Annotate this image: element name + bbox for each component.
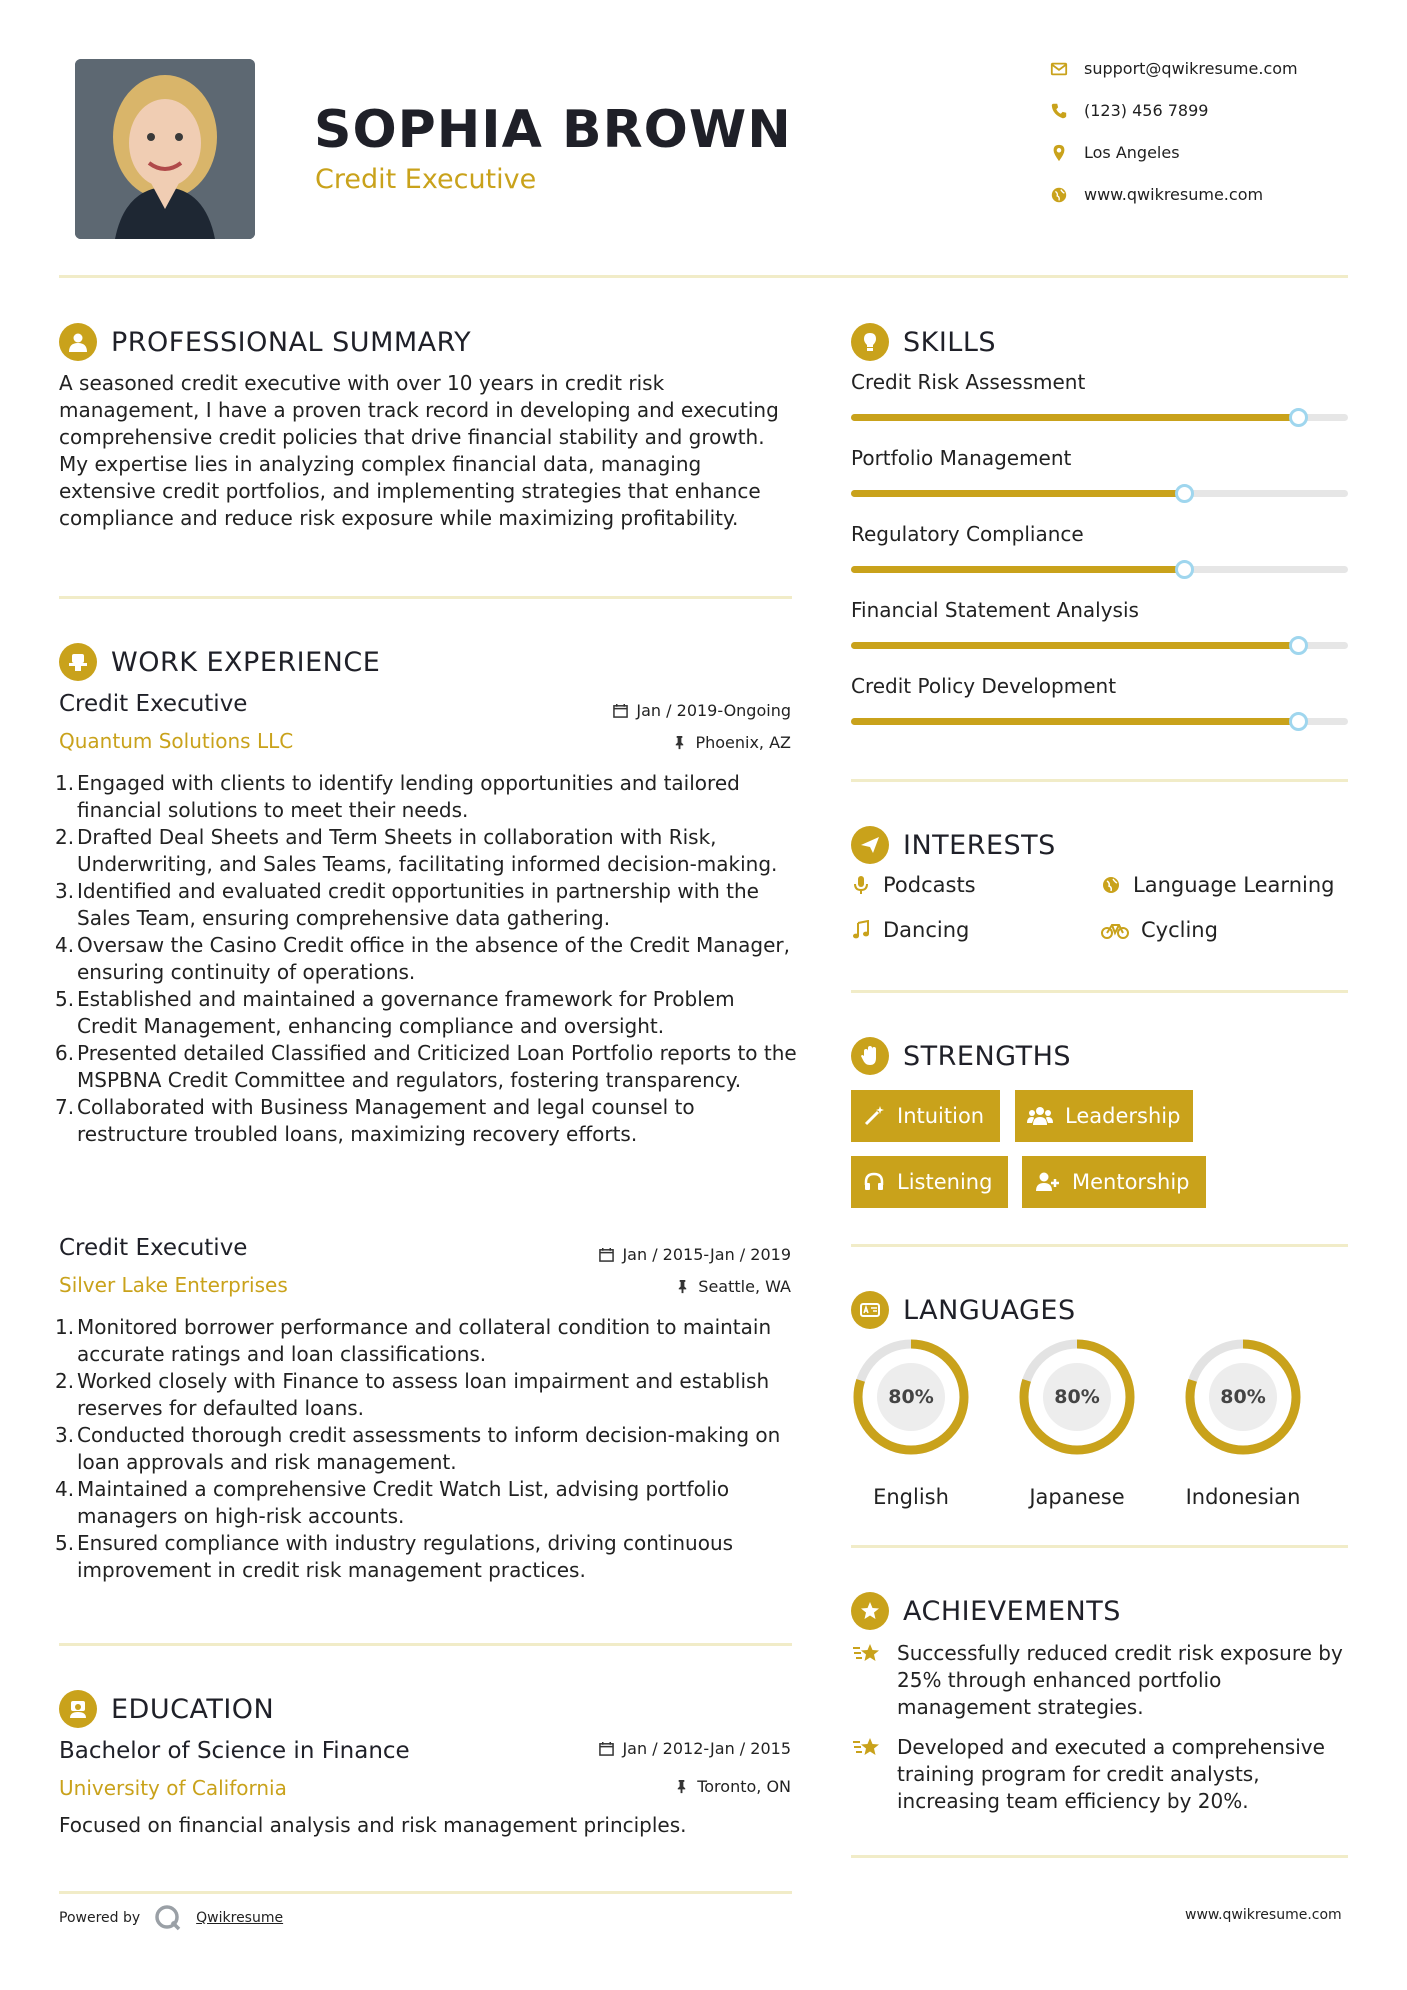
briefcase-icon — [59, 643, 97, 681]
strength-tag-leadership — [1015, 1090, 1193, 1142]
job-2-location — [605, 1277, 791, 1296]
contact-email[interactable] — [1050, 59, 1380, 78]
pushpin-icon — [674, 1779, 689, 1794]
language-percent: 80% — [1220, 1386, 1266, 1408]
job-2-date — [580, 1245, 791, 1264]
skill-name: Credit Risk Assessment — [851, 370, 1086, 394]
education-location — [605, 1777, 791, 1796]
candidate-name: SOPHIA BROWN — [314, 100, 792, 160]
language-name: Indonesian — [1185, 1485, 1301, 1509]
skills-divider — [851, 779, 1348, 782]
list-item: 3. Conducted thorough credit assessments to inform decision-making on loan approvals and risk management. — [55, 1423, 781, 1474]
job-2-duties — [55, 1314, 799, 1584]
education-title: EDUCATION — [111, 1693, 275, 1725]
interest-cycling — [1101, 918, 1218, 942]
lightbulb-icon — [851, 323, 889, 361]
experience-heading — [59, 643, 380, 681]
education-degree: Bachelor of Science in Finance — [59, 1738, 410, 1764]
interest-label: Podcasts — [883, 873, 976, 897]
list-item: 7. Collaborated with Business Management and legal counsel to restructure troubled loans, maximizing recovery efforts. — [55, 1095, 695, 1146]
skill-bar-fill — [851, 566, 1184, 573]
achievements-divider — [851, 1855, 1348, 1858]
interests-title: INTERESTS — [903, 829, 1056, 861]
summary-text: A seasoned credit executive with over 10 years in credit risk management, I have a proven track record in developing and executing comprehensive credit policies that drive financial stability and growth. My expertise lies in analyzing complex financial data, managing extensive credit portfolios, and implementing strategies that enhance compliance and reduce risk exposure while maximizing profitability. — [59, 371, 779, 530]
skill-bar-knob — [1175, 484, 1194, 503]
language-name: English — [873, 1485, 949, 1509]
skill-bar-track — [851, 718, 1348, 725]
music-note-icon — [851, 920, 871, 940]
education-school: University of California — [59, 1776, 287, 1800]
languages-heading — [851, 1291, 1076, 1329]
interests-divider — [851, 990, 1348, 993]
list-item: 4. Oversaw the Casino Credit office in the absence of the Credit Manager, ensuring continuity of operations. — [55, 933, 790, 984]
skill-bar-fill — [851, 718, 1298, 725]
profile-photo — [75, 59, 255, 239]
footer-powered-by — [59, 1904, 283, 1932]
pushpin-icon — [672, 735, 687, 750]
languages-title: LANGUAGES — [903, 1294, 1076, 1326]
interest-language-learning — [1101, 873, 1334, 897]
list-item: 4. Maintained a comprehensive Credit Watch List, advising portfolio managers on high-risk accounts. — [55, 1477, 730, 1528]
job-1-location — [605, 733, 791, 752]
list-item: 2. Drafted Deal Sheets and Term Sheets in collaboration with Risk, Underwriting, and Sales Teams, facilitating informed decision-making. — [55, 825, 778, 876]
achievement-item — [851, 1734, 1361, 1815]
education-divider — [59, 1891, 792, 1894]
header-divider — [59, 275, 1348, 278]
contact-website[interactable] — [1050, 185, 1380, 204]
list-item: 3. Identified and evaluated credit opportunities in partnership with the Sales Team, ensuring comprehensive data gathering. — [55, 879, 759, 930]
language-percent: 80% — [888, 1386, 934, 1408]
user-plus-icon — [1034, 1171, 1060, 1193]
skill-bar-track — [851, 490, 1348, 497]
hand-icon — [851, 1037, 889, 1075]
skills-heading — [851, 323, 996, 361]
job-2-company: Silver Lake Enterprises — [59, 1273, 288, 1297]
interest-label: Dancing — [883, 918, 970, 942]
skill-bar-fill — [851, 414, 1298, 421]
job-2-location-text: Seattle, WA — [698, 1277, 791, 1296]
education-date — [580, 1739, 791, 1758]
education-date-text: Jan / 2012-Jan / 2015 — [622, 1739, 791, 1758]
language-item — [1015, 1335, 1139, 1509]
strength-label: Mentorship — [1072, 1170, 1190, 1194]
interests-heading — [851, 826, 1056, 864]
summary-title: PROFESSIONAL SUMMARY — [111, 326, 472, 358]
star-badge-icon — [851, 1592, 889, 1630]
list-item: 1. Engaged with clients to identify lending opportunities and tailored financial solutions to meet their needs. — [55, 771, 740, 822]
summary-divider — [59, 596, 792, 599]
contact-location — [1050, 143, 1380, 162]
globe-icon — [1050, 186, 1068, 204]
education-text: Focused on financial analysis and risk management principles. — [59, 1813, 687, 1837]
footer-brand-link[interactable]: Qwikresume — [196, 1910, 284, 1926]
language-icon — [851, 1291, 889, 1329]
language-percent: 80% — [1054, 1386, 1100, 1408]
job-1-duties — [55, 770, 799, 1148]
list-item: 6. Presented detailed Classified and Criticized Loan Portfolio reports to the MSPBNA Credit Committee and regulators, fostering transparency. — [55, 1041, 797, 1092]
skill-bar-knob — [1289, 712, 1308, 731]
interest-label: Language Learning — [1133, 873, 1335, 897]
map-pin-icon — [1050, 144, 1068, 162]
job-2-date-text: Jan / 2015-Jan / 2019 — [622, 1245, 791, 1264]
achievement-text: Developed and executed a comprehensive training program for credit analysts, increasing team efficiency by 20%. — [897, 1735, 1325, 1813]
microphone-icon — [851, 875, 871, 895]
achievements-heading — [851, 1592, 1121, 1630]
skill-bar-track — [851, 566, 1348, 573]
summary-heading — [59, 323, 471, 361]
interest-podcasts — [851, 873, 976, 897]
strength-label: Leadership — [1065, 1104, 1181, 1128]
strengths-heading — [851, 1037, 1071, 1075]
skill-name: Credit Policy Development — [851, 674, 1117, 698]
language-item — [849, 1335, 973, 1509]
achievements-title: ACHIEVEMENTS — [903, 1595, 1121, 1627]
skill-bar-track — [851, 414, 1348, 421]
portrait-image — [75, 59, 255, 239]
shooting-star-icon — [851, 1732, 883, 1764]
bicycle-icon — [1101, 920, 1129, 940]
contact-location-text: Los Angeles — [1084, 143, 1180, 162]
language-item — [1181, 1335, 1305, 1509]
skill-bar-knob — [1175, 560, 1194, 579]
job-2-title: Credit Executive — [59, 1235, 248, 1261]
calendar-icon — [599, 1741, 614, 1756]
language-name: Japanese — [1029, 1485, 1125, 1509]
strength-tag-listening — [851, 1156, 1008, 1208]
job-1-location-text: Phoenix, AZ — [695, 733, 791, 752]
magic-wand-icon — [863, 1105, 885, 1127]
achievement-text: Successfully reduced credit risk exposure by 25% through enhanced portfolio management strategies. — [897, 1641, 1343, 1719]
languages-divider — [851, 1545, 1348, 1548]
list-item: 2. Worked closely with Finance to assess loan impairment and establish reserves for defaulted loans. — [55, 1369, 770, 1420]
calendar-icon — [613, 703, 628, 718]
experience-divider — [59, 1643, 792, 1646]
strength-label: Intuition — [897, 1104, 985, 1128]
experience-title: WORK EXPERIENCE — [111, 646, 381, 678]
skill-name: Portfolio Management — [851, 446, 1072, 470]
footer-powered-text: Powered by — [59, 1910, 141, 1926]
job-1-date-text: Jan / 2019-Ongoing — [636, 701, 791, 720]
graduate-icon — [59, 1690, 97, 1728]
contact-phone[interactable] — [1050, 101, 1380, 120]
education-location-text: Toronto, ON — [697, 1777, 791, 1796]
candidate-role: Credit Executive — [315, 164, 537, 195]
contact-phone-text: (123) 456 7899 — [1084, 101, 1209, 120]
strengths-title: STRENGTHS — [903, 1040, 1072, 1072]
strength-label: Listening — [897, 1170, 993, 1194]
strengths-divider — [851, 1244, 1348, 1247]
list-item: 5. Ensured compliance with industry regulations, driving continuous improvement in credit risk management practices. — [55, 1531, 734, 1582]
list-item: 5. Established and maintained a governance framework for Problem Credit Management, enhancing compliance and oversight. — [55, 987, 735, 1038]
job-1-company: Quantum Solutions LLC — [59, 729, 294, 753]
skill-bar-track — [851, 642, 1348, 649]
achievement-item — [851, 1640, 1361, 1721]
skill-bar-knob — [1289, 408, 1308, 427]
footer-website[interactable]: www.qwikresume.com — [1185, 1907, 1342, 1923]
calendar-icon — [599, 1247, 614, 1262]
paper-plane-icon — [851, 826, 889, 864]
strength-tag-intuition — [851, 1090, 1000, 1142]
skill-bar-fill — [851, 642, 1298, 649]
skill-bar-fill — [851, 490, 1184, 497]
job-1-date — [605, 701, 791, 720]
strength-tag-mentorship — [1022, 1156, 1206, 1208]
education-heading — [59, 1690, 274, 1728]
headphones-icon — [863, 1171, 885, 1193]
list-item: 1. Monitored borrower performance and collateral condition to maintain accurate ratings and loan classifications. — [55, 1315, 772, 1366]
qwikresume-logo-icon — [154, 1904, 182, 1932]
job-1-title: Credit Executive — [59, 691, 248, 717]
envelope-icon — [1050, 60, 1068, 78]
skills-title: SKILLS — [903, 326, 997, 358]
contact-website-text: www.qwikresume.com — [1084, 185, 1264, 204]
contact-email-text: support@qwikresume.com — [1084, 59, 1298, 78]
skill-name: Financial Statement Analysis — [851, 598, 1139, 622]
globe-icon — [1101, 875, 1121, 895]
shooting-star-icon — [851, 1638, 883, 1670]
interest-dancing — [851, 918, 969, 942]
interest-label: Cycling — [1141, 918, 1218, 942]
users-icon — [1027, 1105, 1053, 1127]
phone-icon — [1050, 102, 1068, 120]
skill-name: Regulatory Compliance — [851, 522, 1084, 546]
pushpin-icon — [675, 1279, 690, 1294]
user-icon — [59, 323, 97, 361]
skill-bar-knob — [1289, 636, 1308, 655]
